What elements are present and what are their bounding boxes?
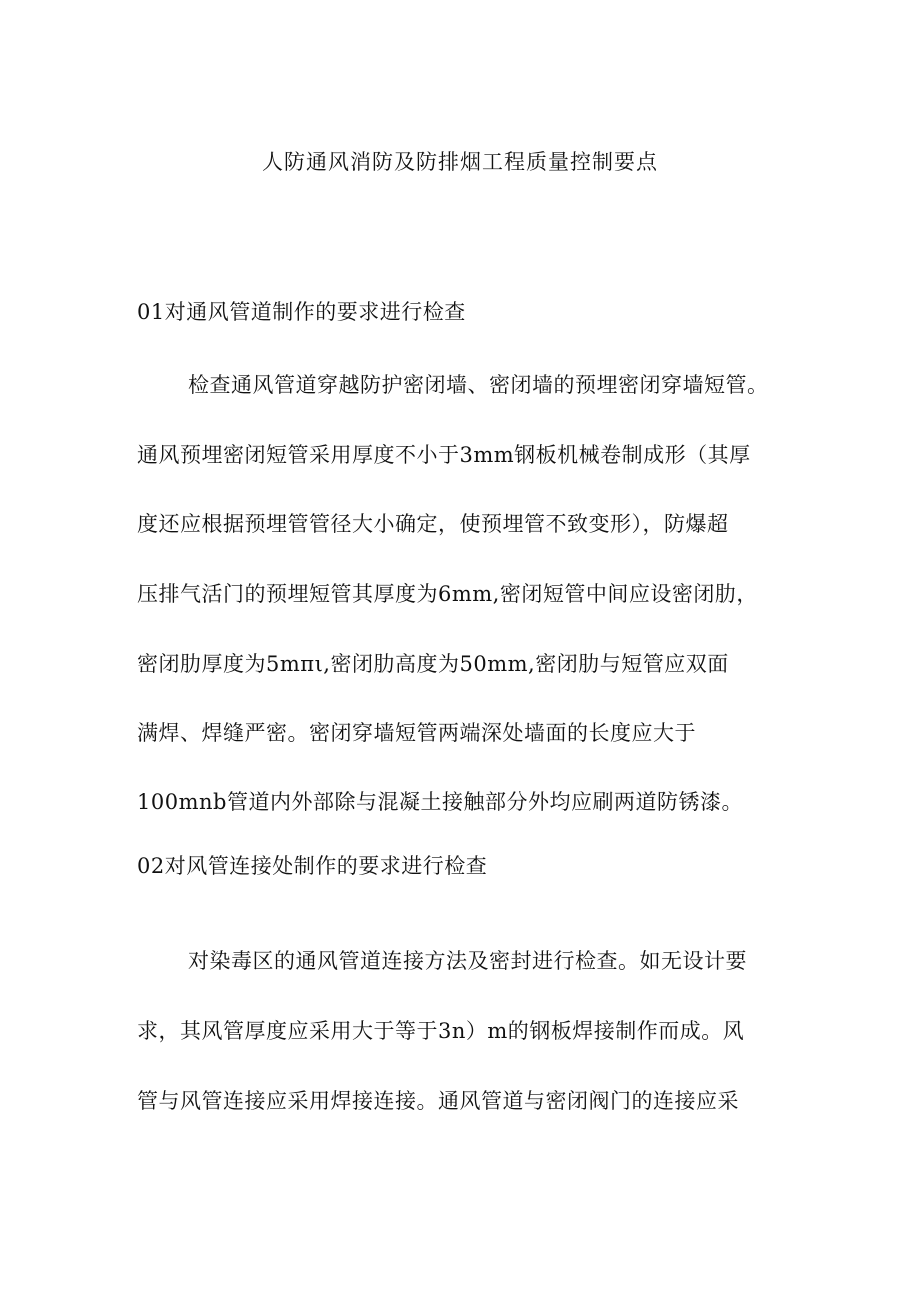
document-title: 人防通风消防及防排烟工程质量控制要点 — [262, 150, 658, 174]
paragraph-2-line-3: 管与风管连接应采用焊接连接。通风管道与密闭阀门的连接应采 — [137, 1089, 739, 1113]
paragraph-1-line-1: 检查通风管道穿越防护密闭墙、密闭墙的预埋密闭穿墙短管。 — [188, 373, 769, 397]
paragraph-1-line-2: 通风预埋密闭短管采用厚度不小于3mm钢板机械卷制成形（其厚 — [137, 443, 751, 467]
paragraph-1-line-4: 压排气活门的预埋短管其厚度为6mm,密闭短管中间应设密闭肋， — [137, 582, 758, 606]
paragraph-1-line-3: 度还应根据预埋管管径大小确定，使预埋管不致变形），防爆超 — [137, 512, 729, 536]
paragraph-2-line-1: 对染毒区的通风管道连接方法及密封进行检查。如无设计要 — [188, 949, 747, 973]
paragraph-1-line-7: 100mnb管道内外部除与混凝土接触部分外均应刷两道防锈漆。 — [137, 790, 743, 814]
paragraph-2-line-2: 求，其风管厚度应采用大于等于3n）m的钢板焊接制作而成。风 — [137, 1019, 745, 1043]
paragraph-1-line-6: 满焊、焊缝严密。密闭穿墙短管两端深处墙面的长度应大于 — [137, 721, 696, 745]
section-1-heading: 01对通风管道制作的要求进行检查 — [137, 300, 466, 324]
section-2-heading: 02对风管连接处制作的要求进行检查 — [137, 854, 488, 878]
paragraph-1-line-5: 密闭肋厚度为5mπι,密闭肋高度为50mm,密闭肋与短管应双面 — [137, 652, 729, 676]
